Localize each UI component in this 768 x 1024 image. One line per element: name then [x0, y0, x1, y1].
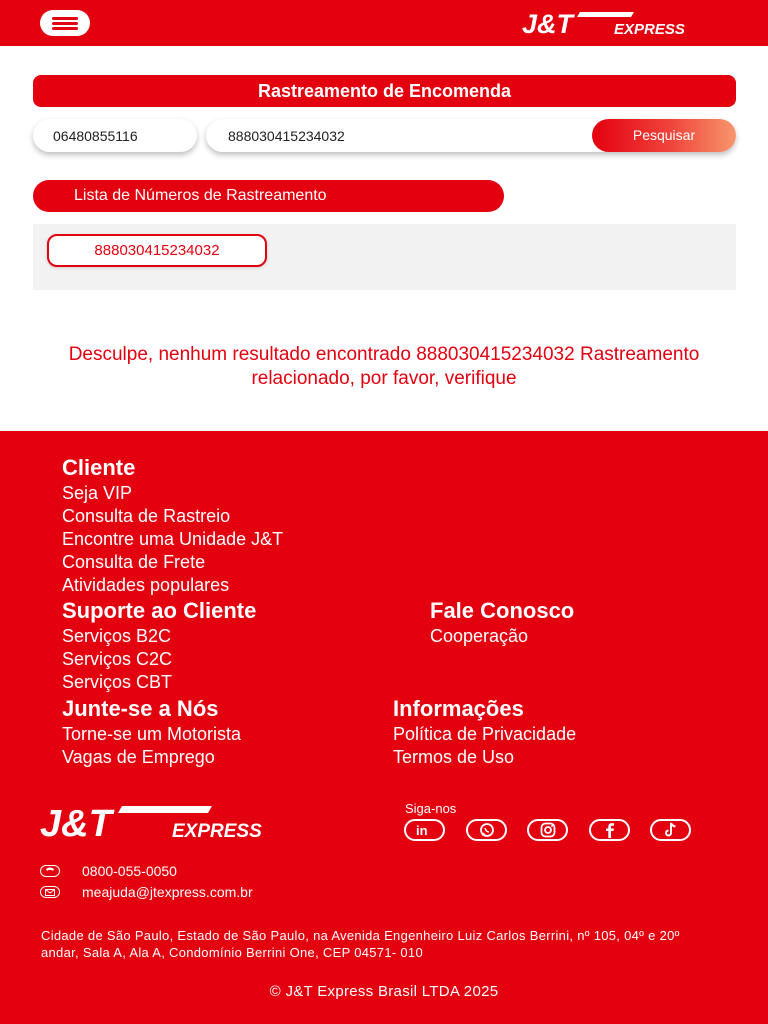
tiktok-icon[interactable]	[650, 819, 691, 841]
footer-link-cooperacao[interactable]: Cooperação	[430, 626, 529, 646]
footer-link-vagas[interactable]: Vagas de Emprego	[62, 747, 215, 767]
footer-heading-cliente: Cliente	[62, 455, 136, 480]
phone-icon	[40, 865, 60, 877]
footer-cliente-column	[62, 454, 283, 597]
instagram-icon[interactable]	[527, 819, 568, 841]
footer-info-column	[393, 695, 576, 769]
hamburger-menu-button[interactable]	[40, 10, 90, 36]
facebook-icon[interactable]	[589, 819, 630, 841]
footer-heading-informacoes: Informações	[393, 696, 524, 721]
footer-jt-express-logo	[40, 804, 308, 840]
footer-suporte-column	[62, 597, 256, 694]
footer-link-atividades[interactable]: Atividades populares	[62, 575, 230, 595]
footer-link-cbt[interactable]: Serviços CBT	[62, 672, 173, 692]
footer-junte-column	[62, 695, 241, 769]
whatsapp-icon[interactable]	[466, 819, 507, 841]
svg-text:EXPRESS: EXPRESS	[172, 821, 262, 840]
svg-text:J&T: J&T	[522, 10, 574, 38]
footer-address: Cidade de São Paulo, Estado de São Paulo, na Avenida Engenheiro Luiz Carlos Berrini, nº 105, 04º e 20º andar, Sala A, Ala A, Condomínio Berrini One, CEP 04571- 010	[41, 928, 680, 960]
svg-text:EXPRESS: EXPRESS	[614, 21, 685, 38]
svg-text:in: in	[415, 823, 428, 837]
footer-link-consulta-rastreio[interactable]: Consulta de Rastreio	[62, 506, 231, 526]
menu-line	[52, 22, 78, 25]
phone-input[interactable]	[33, 119, 197, 152]
footer	[0, 431, 768, 1024]
footer-link-b2c[interactable]: Serviços B2C	[62, 626, 172, 646]
footer-link-seja-vip[interactable]: Seja VIP	[62, 483, 133, 503]
footer-heading-fale: Fale Conosco	[430, 598, 575, 623]
no-result-message: Desculpe, nenhum resultado encontrado 888030415234032 Rastreamento relacionado, por favor, verifique	[68, 344, 700, 389]
tracking-section-title: Rastreamento de Encomenda	[33, 75, 736, 107]
menu-line	[52, 27, 78, 30]
footer-link-encontre-unidade[interactable]: Encontre uma Unidade J&T	[62, 529, 284, 549]
footer-phone[interactable]: 0800-055-0050	[82, 863, 177, 879]
footer-copyright: © J&T Express Brasil LTDA 2025	[269, 983, 499, 1000]
footer-link-c2c[interactable]: Serviços C2C	[62, 649, 173, 669]
jt-express-logo[interactable]	[522, 10, 732, 38]
footer-heading-junte: Junte-se a Nós	[62, 696, 219, 721]
footer-link-privacidade[interactable]: Política de Privacidade	[393, 724, 577, 744]
footer-link-termos[interactable]: Termos de Uso	[393, 747, 515, 767]
tracking-list-title: Lista de Números de Rastreamento	[33, 180, 504, 212]
tracking-number-chip[interactable]: 888030415234032	[47, 234, 267, 267]
footer-link-motorista[interactable]: Torne-se um Motorista	[62, 724, 242, 744]
linkedin-icon[interactable]	[404, 819, 445, 841]
top-bar	[0, 0, 768, 46]
follow-us-label: Siga-nos	[405, 801, 457, 816]
search-button[interactable]: Pesquisar	[592, 119, 736, 152]
footer-link-consulta-frete[interactable]: Consulta de Frete	[62, 552, 206, 572]
tracking-list-panel	[33, 224, 736, 290]
footer-email[interactable]: meajuda@jtexpress.com.br	[82, 884, 253, 900]
menu-line	[52, 17, 78, 20]
email-icon	[40, 886, 60, 898]
svg-text:J&T: J&T	[40, 804, 112, 840]
footer-fale-column	[430, 597, 574, 648]
footer-heading-suporte: Suporte ao Cliente	[62, 598, 257, 623]
